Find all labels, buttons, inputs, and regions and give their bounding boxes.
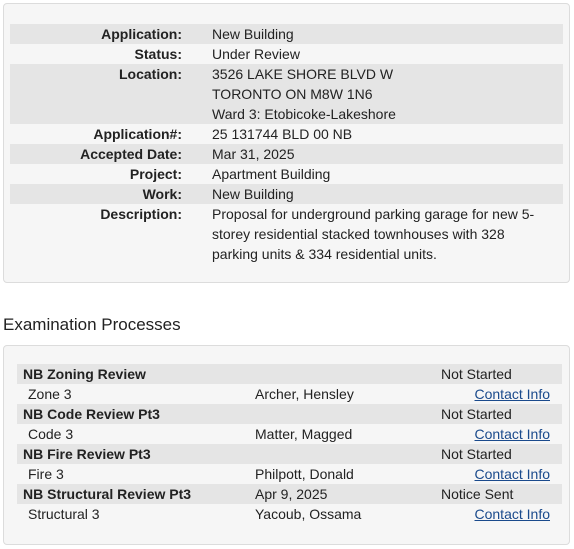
examination-processes-heading: Examination Processes <box>3 315 181 334</box>
detail-value-line: storey residential stacked townhouses with 328 <box>212 226 505 242</box>
detail-label: Location: <box>119 66 182 82</box>
process-row <box>17 484 562 504</box>
process-examiner-row <box>17 464 562 484</box>
process-status: Not Started <box>441 446 512 462</box>
detail-value-line: New Building <box>212 186 294 202</box>
detail-value <box>212 144 552 164</box>
examiner-name: Archer, Hensley <box>255 386 354 402</box>
detail-value <box>212 204 552 264</box>
detail-row <box>10 124 563 144</box>
detail-value <box>212 124 552 144</box>
detail-value <box>212 24 552 44</box>
detail-value-line: TORONTO ON M8W 1N6 <box>212 86 373 102</box>
detail-value-line: Apartment Building <box>212 166 331 182</box>
detail-value-line: Proposal for underground parking garage for new 5- <box>212 206 535 222</box>
process-status: Not Started <box>441 406 512 422</box>
detail-value-line: parking units & 334 residential units. <box>212 246 437 262</box>
contact-info-link[interactable]: Contact Info <box>474 386 550 402</box>
detail-row <box>10 164 563 184</box>
process-examiner-row <box>17 384 562 404</box>
process-name: NB Structural Review Pt3 <box>23 486 192 502</box>
process-status: Notice Sent <box>441 486 514 502</box>
detail-value-line: Under Review <box>212 46 300 62</box>
process-discipline: Zone 3 <box>28 386 72 402</box>
detail-value-line: 3526 LAKE SHORE BLVD W <box>212 66 394 82</box>
detail-label: Application: <box>101 26 182 42</box>
detail-row <box>10 184 563 204</box>
process-name: NB Zoning Review <box>23 366 146 382</box>
examination-processes-panel <box>3 345 570 545</box>
detail-value <box>212 184 552 204</box>
detail-label: Status: <box>134 46 182 62</box>
examiner-name: Philpott, Donald <box>255 466 354 482</box>
detail-row <box>10 144 563 164</box>
process-name: NB Code Review Pt3 <box>23 406 160 422</box>
contact-info-link[interactable]: Contact Info <box>474 506 550 522</box>
examiner-name: Matter, Magged <box>255 426 353 442</box>
process-examiner-row <box>17 424 562 444</box>
detail-value-line: Ward 3: Etobicoke-Lakeshore <box>212 106 396 122</box>
process-name: NB Fire Review Pt3 <box>23 446 151 462</box>
examiner-name: Yacoub, Ossama <box>255 506 362 522</box>
detail-value <box>212 44 552 64</box>
detail-value <box>212 64 552 124</box>
contact-info-link[interactable]: Contact Info <box>474 426 550 442</box>
detail-row <box>10 44 563 64</box>
detail-label: Application#: <box>93 126 182 142</box>
process-discipline: Code 3 <box>28 426 74 442</box>
detail-label: Accepted Date: <box>80 146 182 162</box>
process-examiner-row <box>17 504 562 524</box>
detail-row <box>10 64 563 124</box>
process-row <box>17 364 562 384</box>
detail-label: Project: <box>129 166 182 182</box>
detail-row <box>10 204 563 264</box>
process-discipline: Fire 3 <box>28 466 64 482</box>
application-details-panel <box>3 3 570 283</box>
detail-label: Description: <box>100 206 182 222</box>
detail-value <box>212 164 552 184</box>
contact-info-link[interactable]: Contact Info <box>474 466 550 482</box>
process-date: Apr 9, 2025 <box>255 486 328 502</box>
process-discipline: Structural 3 <box>28 506 100 522</box>
process-row <box>17 404 562 424</box>
process-status: Not Started <box>441 366 512 382</box>
detail-label: Work: <box>142 186 182 202</box>
detail-value-line: 25 131744 BLD 00 NB <box>212 126 353 142</box>
process-row <box>17 444 562 464</box>
detail-value-line: Mar 31, 2025 <box>212 146 295 162</box>
detail-row <box>10 24 563 44</box>
detail-value-line: New Building <box>212 26 294 42</box>
